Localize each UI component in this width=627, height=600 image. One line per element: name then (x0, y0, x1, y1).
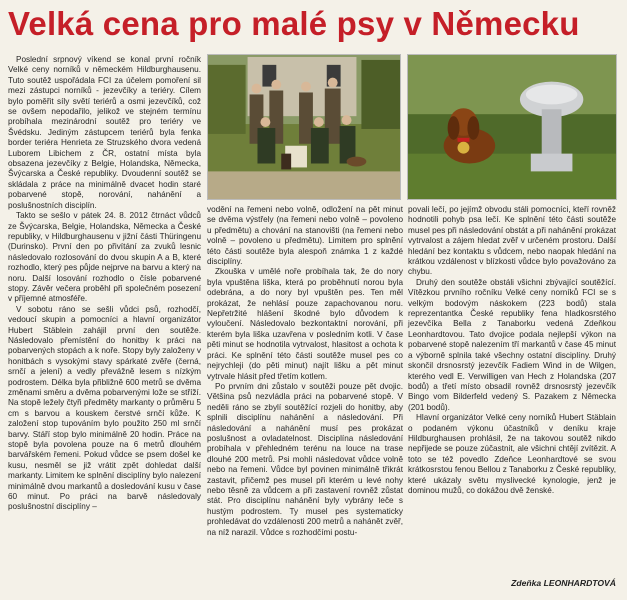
article-column-3 (408, 205, 616, 575)
paragraph: povali lečí, po jejímž obvodu stáli pomocníci, kteří rovněž hodnotili pohyb psa lečí. Ke splnění této části soutěže musel pes při následování obstát a při nahánění prokázat vytrvalost a zájem hledat zvěř v určeném prostoru. Další hledání bez kontaktu s vůdcem, nebo naopak hledání na krátkou vzdálenost v blízkosti vůdce bylo považováno za chybu. (408, 205, 617, 277)
dog-trophy-image (408, 55, 616, 199)
group-photo (207, 54, 401, 200)
paragraph: vodění na řemeni nebo volně, odložení na pět minut se dvěma výstřely (na řemeni nebo volně – povoleno u předmětu) a chování na stanovišti (na řemeni nebo volně – povoleno u předmětu). Limitem pro splnění této části soutěže byla alespoň známka 1 z každé disciplíny. (207, 205, 403, 267)
paragraph: Druhý den soutěže obstáli všichni zbývající soutěžící. Vítězkou prvního ročníku Velké ceny norníků FCI se s velkým bodovým náskokem (223 bodů) stala reprezentantka České republiky fena hladkosrstého jezevčíka Bella z Tanaborku vedená Zdeňkou Leonhardtovou. Tato dvojice podala nejlepší výkon na pobarvené stopě nalezením tří markantů v čase 45 minut a výborně splnila také všechny ostatní disciplíny. Druhý skončil drsnosrstý jezevčík Fadiem Wind in de Wilgen, kterého vedl E. Verwilligen van Hech z Holandska (207 bodů) a třetí místo obsadil rovněž drsnosrstý jezevčík Bingo vom Bilderfeld vedený S. Pazakem z Německa (201 bodů). (408, 277, 616, 412)
author-signature: Zdeňka LEONHARDTOVÁ (511, 578, 616, 588)
group-photo-image (208, 55, 400, 199)
paragraph: Hlavní organizátor Velké ceny norníků Hubert Stäblain o podaném výkonu účastníků v deníku kraje Hildburghausen prohlásil, že na takovou soutěž nikdo nepřijede se pouze zúčastnit, ale všichni chtějí zvítězit. A toto se též povedlo Zdeňce Leonhardtové se svou krátkosrstou fenou Bellou z Tanaborku z České republiky, které ukázaly světu myslivecké kynologie, jenž je dominou mužů, co dokážou dvě ženské. (408, 413, 616, 495)
paragraph: Takto se sešlo v pátek 24. 8. 2012 čtrnáct vůdců ze Švýcarska, Belgie, Holandska, Německa a České republiky, v Hildburghausenu v jižní části Thüringenu (Durinsko). První den po přivítání za zvuků lesnic následovalo rozlosování do dvou skupin A a B, které rozhodlo, který pes půjde nejprve na barvu a který na noru. Další losování rozhodlo o čísle pobarvené stopy. Závěr večera proběhl při společném posezení v příjemné atmosféře. (8, 211, 201, 304)
article-column-1 (8, 55, 201, 595)
article-column-2 (207, 205, 403, 597)
article-title: Velká cena pro malé psy v Německu (8, 5, 580, 42)
dog-trophy-photo (407, 54, 617, 200)
paragraph: Po prvním dni zůstalo v soutěži pouze pět dvojic. Většina psů nezvládla práci na pobarvené stopě. V neděli ráno se zbylí soutěžící rozjeli do honitby, aby splnili disciplínu nahánění a následování. Při následování a nahánění musí pes prokázat poslušnost a ovladatelnost. Disciplína následování probíhala v přehledném terénu na louce na trase dlouhé 200 metrů. Psi mohli následovat vůdce volně nebo na řemeni. Vůdce byl povinen minimálně třikrát zastavit, přičemž pes musel při kterém u levé nohy nebo těsně za vůdcem a při zastavení rovněž zůstat stát. Pro disciplínu nahánění byly vybrány leče s hustým podrostem. Ty musel pes systematicky prohledávat do vzdálenosti 200 metrů a nahánět zvěř, na níž narazil. Vůdce s rozhodčími postu- (207, 381, 403, 537)
paragraph: Poslední srpnový víkend se konal první ročník Velké ceny norníků v německém Hildburghausenu. Tuto soutěž uspořádala FCI za účelem pomoření sil mezi zástupci norníků - jezevčíky a teriéry. Cílem bylo poměřit síly světí teriérů a osmi jezevčíků, což se ovšem nepodařilo, jelikož ve stejném termínu probíhala mezinárodní soutěž pro teriéry ve Švédsku. Jediným zástupcem teriérů byla fenka border teriéra Henrieta ze Struzského dvora vedená Luborem Libichem z ČR, ostatní místa byla obsazena jezevčíky z Belgie, Holandska, Německa, Švýcarska a České republiky. Dvoudenní soutěž se skládala z práce na minimálně dvacet hodin staré pobarvené stopě, norování, nahánění a poslušnostních disciplín. (8, 55, 201, 210)
paragraph: V sobotu ráno se sešli vůdci psů, rozhodčí, vedoucí skupin a pomocníci a hlavní organizátor Hubert Stäblein zahájil první den soutěže. Následovalo přemístění do honitby k práci na pobarvených stopách a k noře. Stopy byly založeny v honitbách s vysokými stavy spárkaté zvěře (černá, srnčí a jelení) a vedly převážně lesem s nízkým podrostem. Délka byla přibližně 600 metrů se dvěma změnami směru a dvěma pobarvenými lože se stříží. Na stopě ležely čtyři předměty markanty o průměru 5 cm s barvou a kouskem čerstvé srnčí kůže. K založení stop tupováním bylo použito 250 ml srnčí barvy. Stáří stop bylo minimálně 20 hodin. Práce na stopě byla povolena pouze na 6 metrů dlouhém barvářském řemeni. Pokud vůdce se psem došel ke kusu, nesměl se již vrátit zpět dohledat další markanty. Limitem ke splnění disciplíny bylo nalezení minimálně dvou markantů a dosledování kusu v čase 60 minut. Po práci na barvě následovaly poslušnostní disciplíny – (8, 304, 201, 512)
paragraph: Zkouška v umělé noře probíhala tak, že do nory byla vpuštěna liška, která po proběhnutí norou byla odebrána, a do nory byl vpuštěn pes. Ten měl prokázat, že nehlásí pouze zapachovanou noru. Nepřetržité hlášení škodné bylo důvodem k vyloučení. Následovalo bezkontaktní norování, při kterém byla liška uzavřena v posledním kotli. V čase pěti minut se hodnotila vytrvalost, hlasitost a ochota k práci. Ke splnění této části soutěže musel pes co nejrychleji (do pěti minut) najít lišku a pět minut vytrvale hlásit před třetím kotlem. (207, 267, 403, 381)
